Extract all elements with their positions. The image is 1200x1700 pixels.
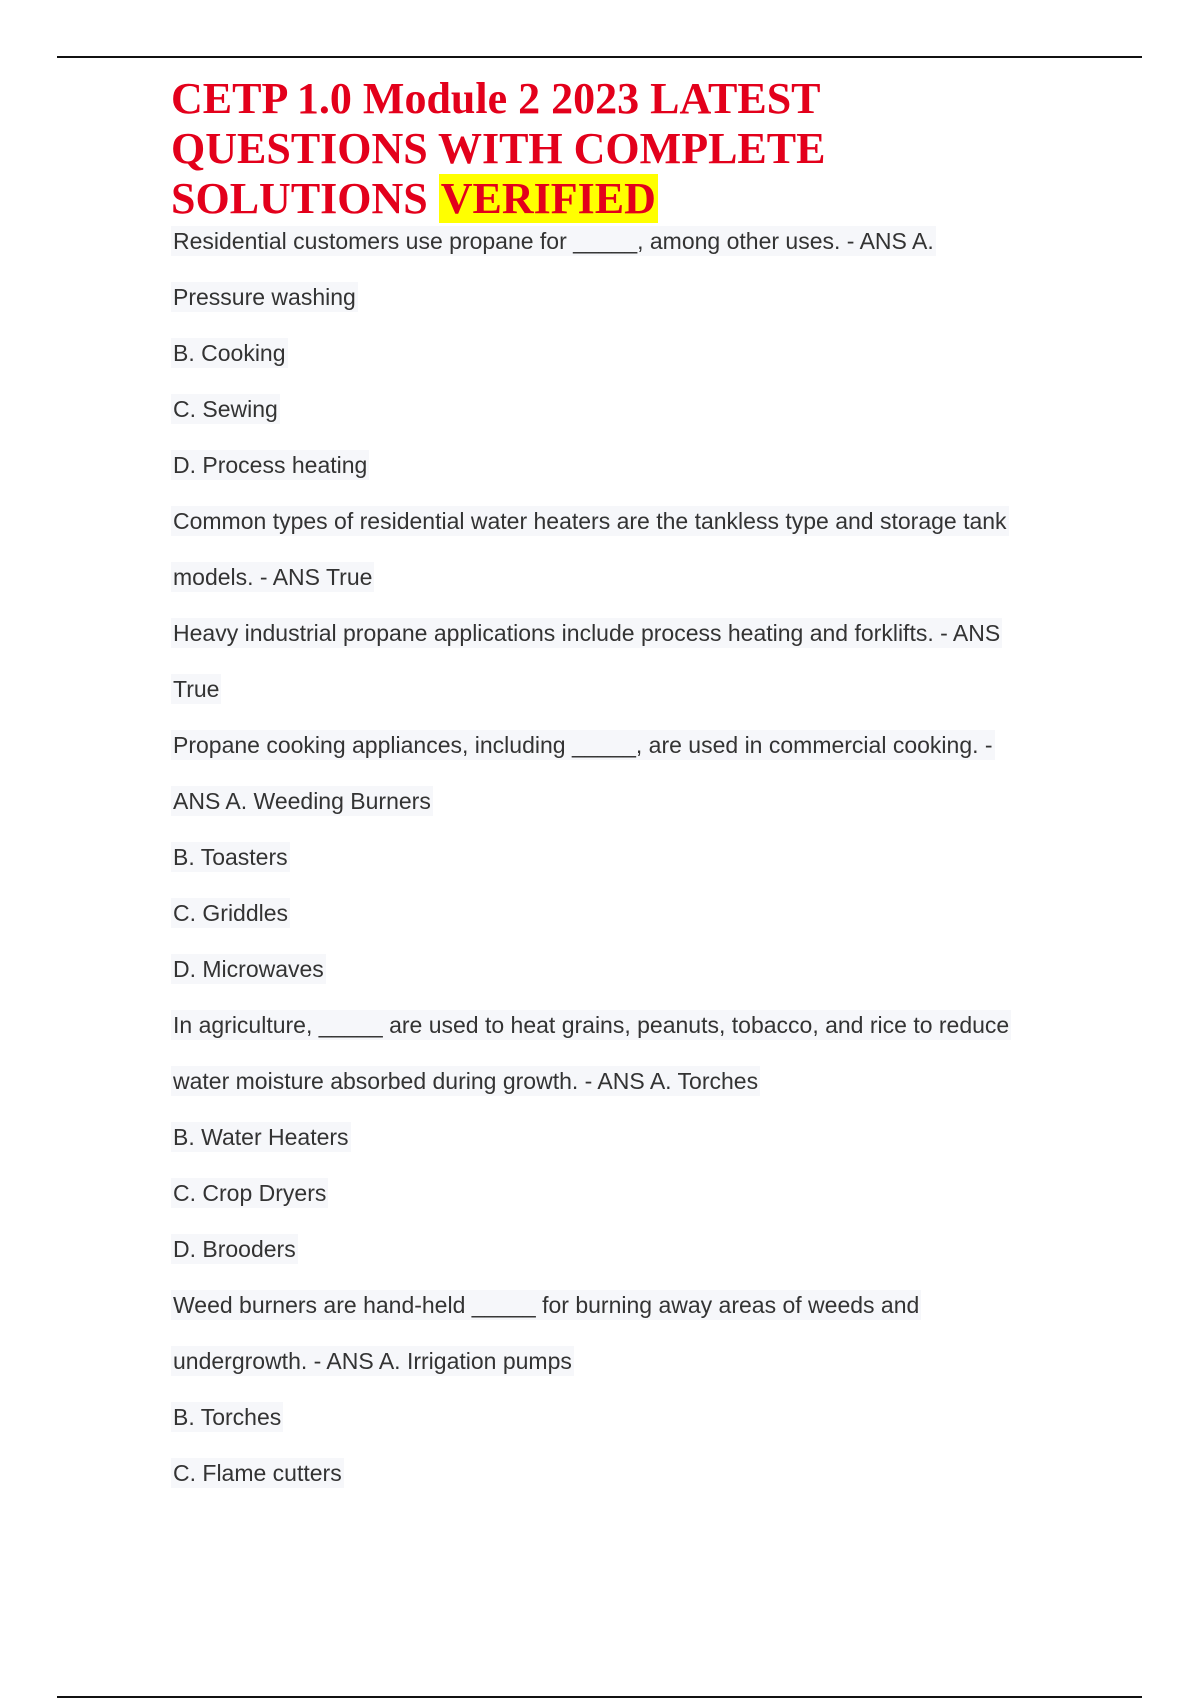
text-line: B. Torches — [173, 1404, 282, 1430]
text-line: D. Microwaves — [173, 956, 324, 982]
title-line-2: QUESTIONS WITH COMPLETE — [171, 124, 826, 173]
text-line: C. Griddles — [173, 900, 289, 926]
text-line: Weed burners are hand-held _____ for burning away areas of weeds and — [173, 1292, 920, 1318]
text-line: In agriculture, _____ are used to heat grains, peanuts, tobacco, and rice to reduce — [173, 1012, 1010, 1038]
text-line: C. Crop Dryers — [173, 1180, 327, 1206]
text-line: C. Flame cutters — [173, 1460, 342, 1486]
text-line: B. Cooking — [173, 340, 286, 366]
text-line: undergrowth. - ANS A. Irrigation pumps — [173, 1348, 572, 1374]
text-line: Residential customers use propane for _____, among other uses. - ANS A. — [173, 228, 934, 254]
text-line: B. Water Heaters — [173, 1124, 349, 1150]
top-divider — [57, 56, 1142, 58]
title-line-3-main: SOLUTIONS — [171, 174, 428, 223]
text-line: True — [173, 676, 220, 702]
bottom-divider — [57, 1696, 1142, 1698]
text-line: B. Toasters — [173, 844, 288, 870]
document-title — [171, 74, 1071, 224]
text-line: water moisture absorbed during growth. - ANS A. Torches — [173, 1068, 759, 1094]
text-line: Heavy industrial propane applications include process heating and forklifts. - ANS — [173, 620, 1001, 646]
text-line: models. - ANS True — [173, 564, 373, 590]
text-line: ANS A. Weeding Burners — [173, 788, 431, 814]
text-line: C. Sewing — [173, 396, 278, 422]
text-line: Propane cooking appliances, including _____, are used in commercial cooking. - — [173, 732, 993, 758]
text-line: D. Brooders — [173, 1236, 296, 1262]
text-line: Pressure washing — [173, 284, 356, 310]
text-line: Common types of residential water heaters are the tankless type and storage tank — [173, 508, 1007, 534]
question-list — [171, 220, 1091, 1508]
title-line-3 — [171, 174, 1071, 224]
title-line-1: CETP 1.0 Module 2 2023 LATEST — [171, 74, 821, 123]
text-line: D. Process heating — [173, 452, 368, 478]
title-highlight-verified: VERIFIED — [440, 174, 656, 223]
